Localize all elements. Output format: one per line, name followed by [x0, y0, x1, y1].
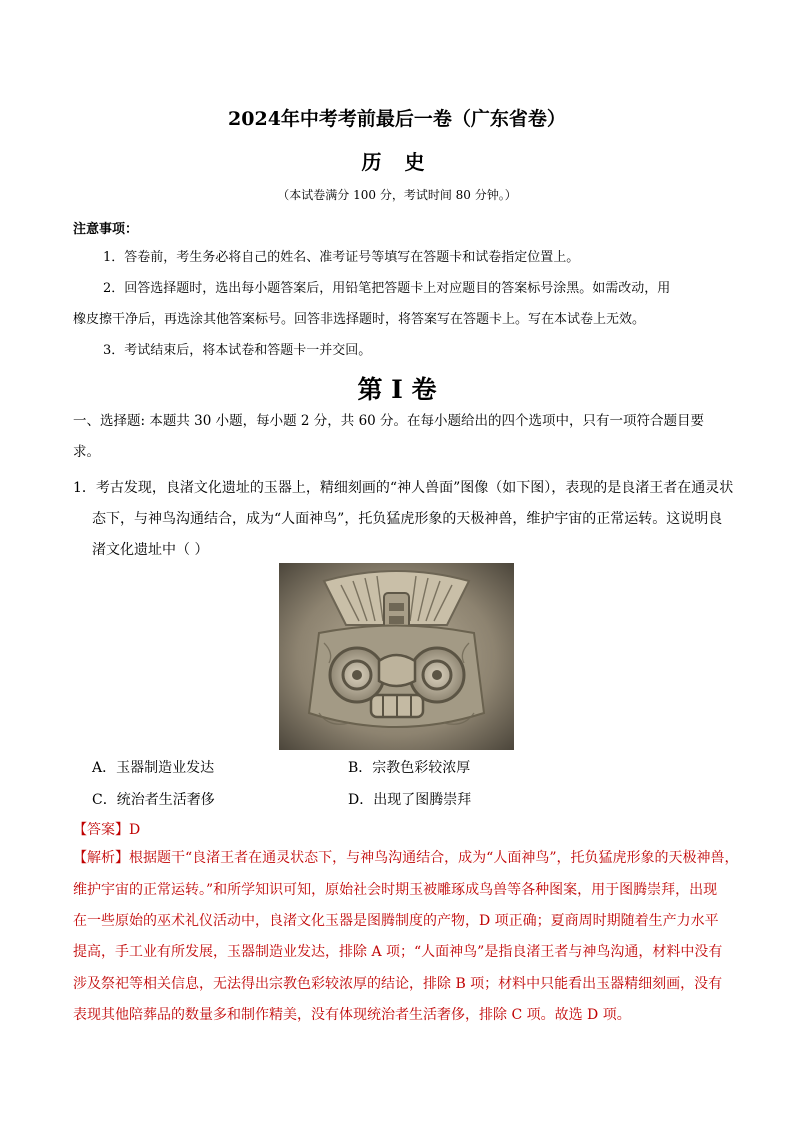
- answer-label: 【答案】: [73, 822, 129, 838]
- analysis-line-3: 在一些原始的巫术礼仪活动中，良渚文化玉器是图腾制度的产物，D 项正确；夏商周时期随着生产力水平: [73, 913, 719, 929]
- answer-value: D: [129, 822, 141, 838]
- analysis-line-6: 表现其他陪葬品的数量多和制作精美，没有体现统治者生活奢侈，排除 C 项。故选 D 项。: [73, 1007, 631, 1023]
- question-1-line-3: 渚文化遗址中（ ）: [92, 542, 209, 558]
- notice-item-3: 3．考试结束后，将本试卷和答题卡一并交回。: [103, 343, 372, 358]
- section-instruction-line-2: 求。: [73, 444, 100, 460]
- analysis-text-1: 根据题干“良渚王者在通灵状态下，与神鸟沟通结合，成为“人面神鸟”，托负猛虎形象的天极神兽，: [129, 850, 739, 866]
- notice-item-1: 1．答卷前，考生务必将自己的姓名、准考证号等填写在答题卡和试卷指定位置上。: [103, 250, 580, 265]
- analysis-line-4: 提高，手工业有所发展，玉器制造业发达，排除 A 项；“人面神鸟”是指良渚王者与神鸟沟通，材料中没有: [73, 944, 723, 960]
- notice-item-2-line-1: 2．回答选择题时，选出每小题答案后，用铅笔把答题卡上对应题目的答案标号涂黑。如需改动，用: [103, 281, 671, 296]
- option-b: B．宗教色彩较浓厚: [348, 760, 471, 776]
- section-instruction-line-1: 一、选择题: 本题共 30 小题，每小题 2 分，共 60 分。在每小题给出的四个选项中，只有一项符合题目要: [73, 413, 705, 429]
- analysis-label: 【解析】: [73, 850, 129, 866]
- notice-item-2-line-2: 橡皮擦干净后，再选涂其他答案标号。回答非选择题时，将答案写在答题卡上。写在本试卷上无效。: [73, 312, 646, 327]
- subject-title: 历 史: [361, 150, 433, 174]
- exam-title: 2024年中考考前最后一卷（广东省卷）: [228, 108, 566, 130]
- notice-heading: 注意事项：: [73, 222, 139, 237]
- exam-note: （本试卷满分 100 分，考试时间 80 分钟。）: [277, 188, 517, 202]
- section-title: 第 I 卷: [357, 375, 437, 404]
- question-1-line-2: 态下，与神鸟沟通结合，成为“人面神鸟”，托负猛虎形象的天极神兽，维护宇宙的正常运转。这说明良: [92, 511, 723, 527]
- option-c: C．统治者生活奢侈: [92, 792, 215, 808]
- option-a: A．玉器制造业发达: [92, 760, 215, 776]
- answer-line: [73, 819, 140, 839]
- analysis-line-1: [73, 843, 738, 875]
- analysis-line-5: 涉及祭祀等相关信息，无法得出宗教色彩较浓厚的结论，排除 B 项；材料中只能看出玉器精细刻画，没有: [73, 976, 723, 992]
- option-d: D．出现了图腾崇拜: [348, 792, 472, 808]
- question-1-line-1: 1．考古发现，良渚文化遗址的玉器上，精细刻画的“神人兽面”图像（如下图），表现的是良渚王者在通灵状: [73, 480, 734, 496]
- analysis-line-2: 维护宇宙的正常运转。”和所学知识可知，原始社会时期玉被雕琢成鸟兽等各种图案，用于图腾崇拜，出现: [73, 882, 718, 898]
- liangzhu-jade-mask-image: [279, 563, 514, 750]
